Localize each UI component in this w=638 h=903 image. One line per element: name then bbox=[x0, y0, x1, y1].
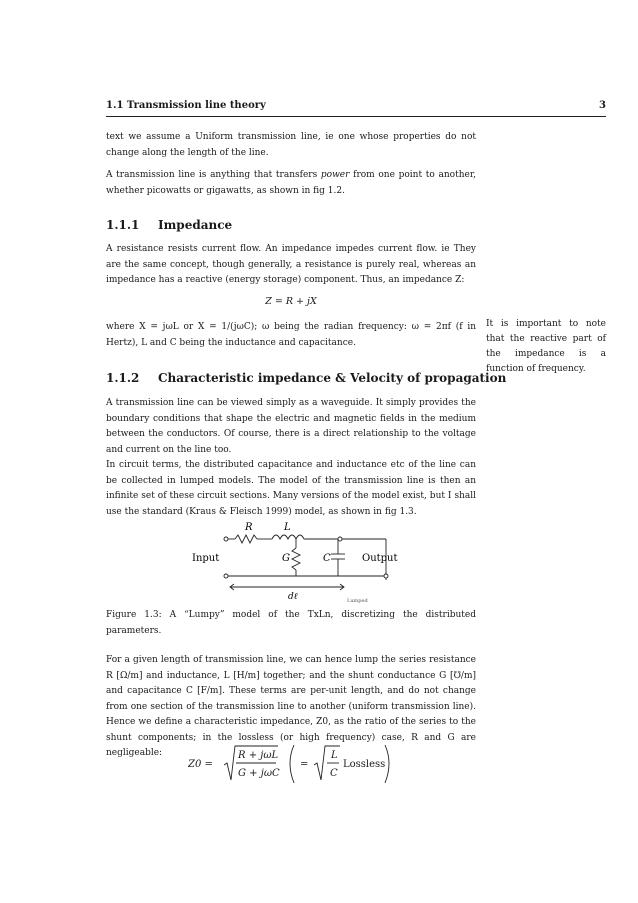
paren-left bbox=[290, 745, 294, 783]
header-rule bbox=[106, 116, 606, 117]
label-g: G bbox=[282, 553, 290, 564]
heading-impedance: 1.1.1 Impedance bbox=[106, 218, 233, 232]
terminal-top-right bbox=[338, 537, 342, 541]
paragraph-lumped-models: In circuit terms, the distributed capacitance and inductance etc of the line can be collected in lumped models. The model of the transmission line is then an infinite set of these circuit sections. Many versions of the model exist, but I shall use the standard (Kraus & Fleisch 1999) model, as shown in fig 1.3. bbox=[106, 460, 476, 517]
equation-z0 bbox=[188, 743, 398, 785]
terminal-bottom-right bbox=[384, 574, 388, 578]
label-r: R bbox=[245, 522, 253, 533]
paragraph-radian-frequency: where X = jωL or X = 1/(jωC); ω being the radian frequency: ω = 2πf (f in Hertz), L and C being the inductance and capacitance. bbox=[106, 322, 476, 348]
label-c: C bbox=[323, 553, 331, 564]
paragraph-waveguide: A transmission line can be viewed simply as a waveguide. It simply provides the boundary conditions that shape the electric and magnetic fields in the medium between the conductors. Of course, there is a direct relationship to the voltage and current on the line too. bbox=[106, 398, 476, 455]
z0-lossless-note: Lossless bbox=[343, 759, 386, 770]
equation-z: Z = R + jX bbox=[265, 296, 317, 307]
inductor-symbol bbox=[272, 535, 304, 539]
z0-lhs: Z0 = bbox=[188, 759, 213, 770]
terminal-top-left bbox=[224, 537, 228, 541]
label-lumped: Lumped bbox=[347, 598, 368, 604]
heading-characteristic-impedance: 1.1.2 Characteristic impedance & Velocity of propagation bbox=[106, 371, 507, 385]
lumped-circuit-diagram bbox=[190, 518, 420, 604]
label-l: L bbox=[284, 522, 291, 533]
label-dl: dℓ bbox=[288, 592, 298, 602]
figure-caption: Figure 1.3: A “Lumpy” model of the TxLn, discretizing the distributed parameters. bbox=[106, 610, 476, 636]
z0-denominator-lossless: C bbox=[330, 768, 338, 779]
z0-numerator: R + jωL bbox=[238, 750, 279, 761]
paragraph-impedance: A resistance resists current flow. An impedance impedes current flow. ie They are the same concept, though generally, a resistance is purely real, whereas an impedance has a reactive (energy storage) component. Thus, an impedance Z: bbox=[106, 244, 476, 285]
header-section: 1.1 Transmission line theory bbox=[106, 100, 266, 111]
paren-right bbox=[385, 745, 389, 783]
running-header bbox=[106, 100, 606, 111]
label-input: Input bbox=[192, 553, 220, 564]
label-output: Output bbox=[362, 553, 398, 564]
z0-numerator-lossless: L bbox=[331, 750, 338, 761]
margin-note: It is important to note that the reactive part of the impedance is a function of frequency. bbox=[486, 319, 606, 374]
emphasis-power: power bbox=[320, 170, 350, 180]
resistor-symbol bbox=[235, 535, 257, 543]
terminal-bottom-left bbox=[224, 574, 228, 578]
z0-denominator: G + jωC bbox=[238, 768, 280, 779]
z0-equals: = bbox=[300, 759, 309, 770]
paragraph-characteristic-impedance: For a given length of transmission line, we can hence lump the series resistance R [Ω/m] and inductance, L [H/m] together; and the shunt conductance G [℧/m] and capacitance C [F/m]. These terms are per-unit length, and do not change from one section of the transmission line to another (uniform transmission line). Hence we define a characteristic impedance, Z0, as the ratio of the series to the shunt components; in the lossless (or high frequency) case, R and G are negligeable: bbox=[106, 655, 476, 758]
paragraph-uniform: text we assume a Uniform transmission line, ie one whose properties do not change along the length of the line. bbox=[106, 132, 476, 158]
paragraph-transfer: A transmission line is anything that transfers power from one point to another, whether picowatts or gigawatts, as shown in fig 1.2. bbox=[106, 170, 476, 196]
conductance-symbol bbox=[292, 548, 300, 570]
page-number: 3 bbox=[599, 100, 606, 111]
